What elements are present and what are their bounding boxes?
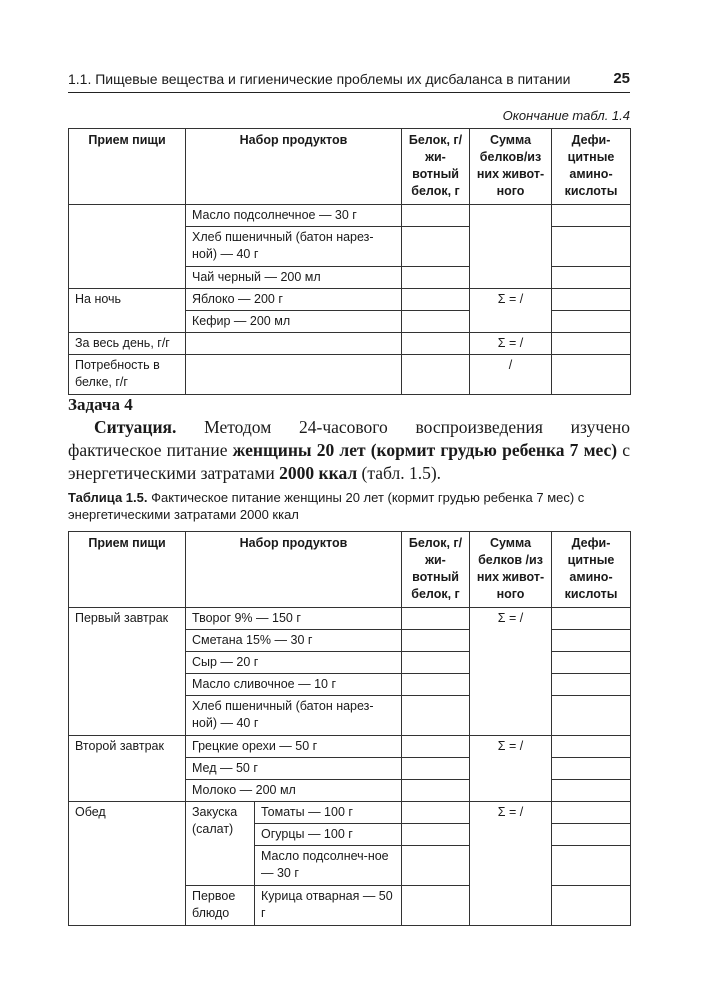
table-row [69,355,631,395]
header-products: Набор продуктов [186,532,402,608]
protein-cell [402,780,470,802]
situation-bold-2: 2000 ккал [279,463,358,483]
protein-cell [402,311,470,333]
protein-cell [402,608,470,630]
table-header-row [69,129,631,205]
dish-type-cell: Закуска (салат) [186,802,255,886]
deficient-cell [552,802,631,824]
protein-cell [402,267,470,289]
situation-text-1: Методом 24-часового воспроизведения изучено фактическое питание [68,417,630,460]
deficient-cell [552,824,631,846]
product-cell [186,333,402,355]
protein-cell [402,846,470,886]
page-number: 25 [613,70,630,87]
deficient-cell [552,227,631,267]
table-1-4-end [68,128,631,395]
running-header-title: 1.1. Пищевые вещества и гигиенические проблемы их дисбаланса в питании [68,71,571,87]
header-meal: Прием пищи [69,129,186,205]
header-animal-sum: Сумма белков/из них живот-ного [470,129,552,205]
product-cell [186,355,402,395]
meal-cell-empty [69,205,186,289]
dish-type-cell: Первое блюдо [186,886,255,926]
product-cell: Мед — 50 г [186,758,402,780]
protein-cell [402,696,470,736]
sum-cell: Σ = / [470,333,552,355]
task-situation-paragraph [68,416,630,485]
protein-cell [402,289,470,311]
product-cell: Чай черный — 200 мл [186,267,402,289]
header-meal: Прием пищи [69,532,186,608]
table-row [69,802,631,824]
deficient-cell [552,289,631,311]
header-protein: Белок, г/жи-вотный белок, г [402,129,470,205]
deficient-cell [552,674,631,696]
product-cell: Молоко — 200 мл [186,780,402,802]
deficient-cell [552,608,631,630]
table-continuation-note: Окончание табл. 1.4 [502,108,630,123]
protein-cell [402,205,470,227]
deficient-cell [552,630,631,652]
table-row [69,608,631,630]
deficient-cell [552,696,631,736]
protein-cell [402,758,470,780]
table-header-row [69,532,631,608]
deficient-cell [552,652,631,674]
deficient-cell [552,846,631,886]
product-cell: Огурцы — 100 г [255,824,402,846]
protein-cell [402,355,470,395]
product-cell: Яблоко — 200 г [186,289,402,311]
situation-text-3: (табл. 1.5). [357,463,442,483]
deficient-cell [552,205,631,227]
product-cell: Сыр — 20 г [186,652,402,674]
product-cell: Масло сливочное — 10 г [186,674,402,696]
deficient-cell [552,333,631,355]
meal-cell: Обед [69,802,186,926]
product-cell: Курица отварная — 50 г [255,886,402,926]
meal-cell: Второй завтрак [69,736,186,802]
deficient-cell [552,355,631,395]
header-deficient: Дефи-цитные амино-кислоты [552,129,631,205]
table-row [69,205,631,227]
situation-text-2: с энергетическими затратами [68,440,630,483]
deficient-cell [552,267,631,289]
product-cell: Масло подсолнечное — 30 г [186,205,402,227]
protein-cell [402,652,470,674]
product-cell: Томаты — 100 г [255,802,402,824]
table-caption [68,489,630,523]
deficient-cell [552,736,631,758]
caption-label: Таблица 1.5. [68,490,148,505]
situation-bold-1: женщины 20 лет (кормит грудью ребенка 7 мес) [232,440,618,460]
deficient-cell [552,311,631,333]
product-cell: Хлеб пшеничный (батон нарез-ной) — 40 г [186,227,402,267]
meal-cell: За весь день, г/г [69,333,186,355]
header-products: Набор продуктов [186,129,402,205]
meal-cell: Потребность в белке, г/г [69,355,186,395]
sum-cell: Σ = / [470,289,552,333]
protein-cell [402,736,470,758]
deficient-cell [552,886,631,926]
header-animal-sum: Сумма белков /из них живот-ного [470,532,552,608]
product-cell: Творог 9% — 150 г [186,608,402,630]
running-header [68,70,630,93]
protein-cell [402,227,470,267]
meal-cell: Первый завтрак [69,608,186,736]
product-cell: Грецкие орехи — 50 г [186,736,402,758]
table-row [69,736,631,758]
header-protein: Белок, г/жи-вотный белок, г [402,532,470,608]
product-cell: Хлеб пшеничный (батон нарез-ной) — 40 г [186,696,402,736]
protein-cell [402,802,470,824]
sum-cell: Σ = / [470,608,552,736]
sum-cell [470,205,552,289]
header-deficient: Дефи-цитные амино-кислоты [552,532,631,608]
sum-cell: / [470,355,552,395]
sum-cell: Σ = / [470,736,552,802]
meal-cell: На ночь [69,289,186,333]
protein-cell [402,630,470,652]
deficient-cell [552,758,631,780]
table-row [69,333,631,355]
protein-cell [402,886,470,926]
task-title: Задача 4 [68,395,133,414]
caption-text: Фактическое питание женщины 20 лет (кормит грудью ребенка 7 мес) с энергетическими затратами 2000 ккал [68,490,585,522]
table-row [69,289,631,311]
table-1-5 [68,531,631,926]
protein-cell [402,333,470,355]
product-cell: Сметана 15% — 30 г [186,630,402,652]
protein-cell [402,674,470,696]
situation-label: Ситуация. [94,417,177,437]
product-cell: Масло подсолнеч-ное — 30 г [255,846,402,886]
product-cell: Кефир — 200 мл [186,311,402,333]
sum-cell: Σ = / [470,802,552,926]
deficient-cell [552,780,631,802]
protein-cell [402,824,470,846]
